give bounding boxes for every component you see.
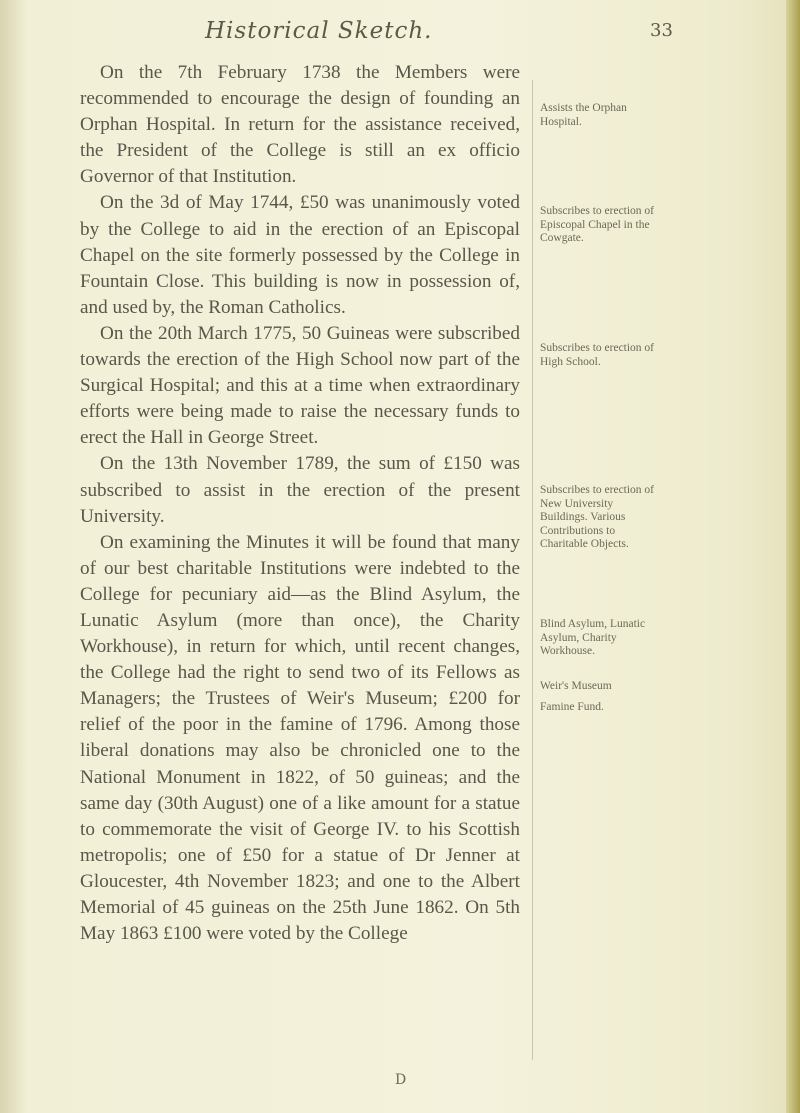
sidenote-famine-fund: Famine Fund. <box>540 701 604 713</box>
sidenote-university: Subscribes to erection of New University Buildings. Various Contributions to Charitable Objects. <box>540 484 655 550</box>
page-edge <box>786 0 800 1113</box>
sidenote-asylums: Blind Asylum, Lunatic Asylum, Charity Workhouse. <box>540 618 646 657</box>
sidenote-orphan-hospital: Assists the Orphan Hospital. <box>540 102 627 128</box>
paragraph-university: On the 13th November 1789, the sum of £150 was subscribed to assist in the erection of the present University. <box>80 453 520 527</box>
signature-mark: D <box>395 1072 407 1088</box>
margin-rule <box>532 80 533 1060</box>
sidenote-episcopal-chapel: Subscribes to erection of Episcopal Chapel in the Cowgate. <box>540 205 655 244</box>
paragraph-high-school: On the 20th March 1775, 50 Guineas were subscribed towards the erection of the High School now part of the Surgical Hospital; and this at a time when extraordinary efforts were being made to raise the necessary funds to erect the Hall in George Street. <box>80 322 520 449</box>
paragraph-charitable-institutions: On examining the Minutes it will be found that many of our best charitable Institutions were indebted to the College for pecuniary aid—as the Blind Asylum, the Lunatic Asylum (more than once), the Charity Workhouse), in return for which, until recent changes, the College had the right to send two of its Fellows as Managers; the Trustees of Weir's Museum; £200 for relief of the poor in the famine of 1796. Among those liberal donations may also be chronicled one to the National Monument in 1822, of 50 guineas; and the same day (30th August) one of a like amount for a statue to commemorate the visit of George IV. to his Scottish metropolis; one of £50 for a statue of Dr Jenner at Gloucester, 4th November 1823; and one to the Albert Memorial of 45 guineas on the 25th June 1862. On 5th May 1863 £100 were voted by the College <box>80 531 520 945</box>
paragraph-episcopal-chapel: On the 3d of May 1744, £50 was unanimously voted by the College to aid in the erection of an Episcopal Chapel on the site formerly possessed by the College in Fountain Close. This building is now in possession of, and used by, the Roman Catholics. <box>80 192 520 318</box>
page-number: 33 <box>650 20 673 41</box>
paragraph-orphan-hospital: On the 7th February 1738 the Members were recommended to encourage the design of founding an Orphan Hospital. In return for the assistance received, the President of the College is still an ex officio Governor of that Institution. <box>80 62 520 188</box>
sidenote-high-school: Subscribes to erection of High School. <box>540 342 655 368</box>
running-head: Historical Sketch. <box>205 18 433 44</box>
sidenote-weirs-museum: Weir's Museum <box>540 680 612 692</box>
gutter-shadow <box>0 0 28 1113</box>
body-text <box>80 60 520 947</box>
